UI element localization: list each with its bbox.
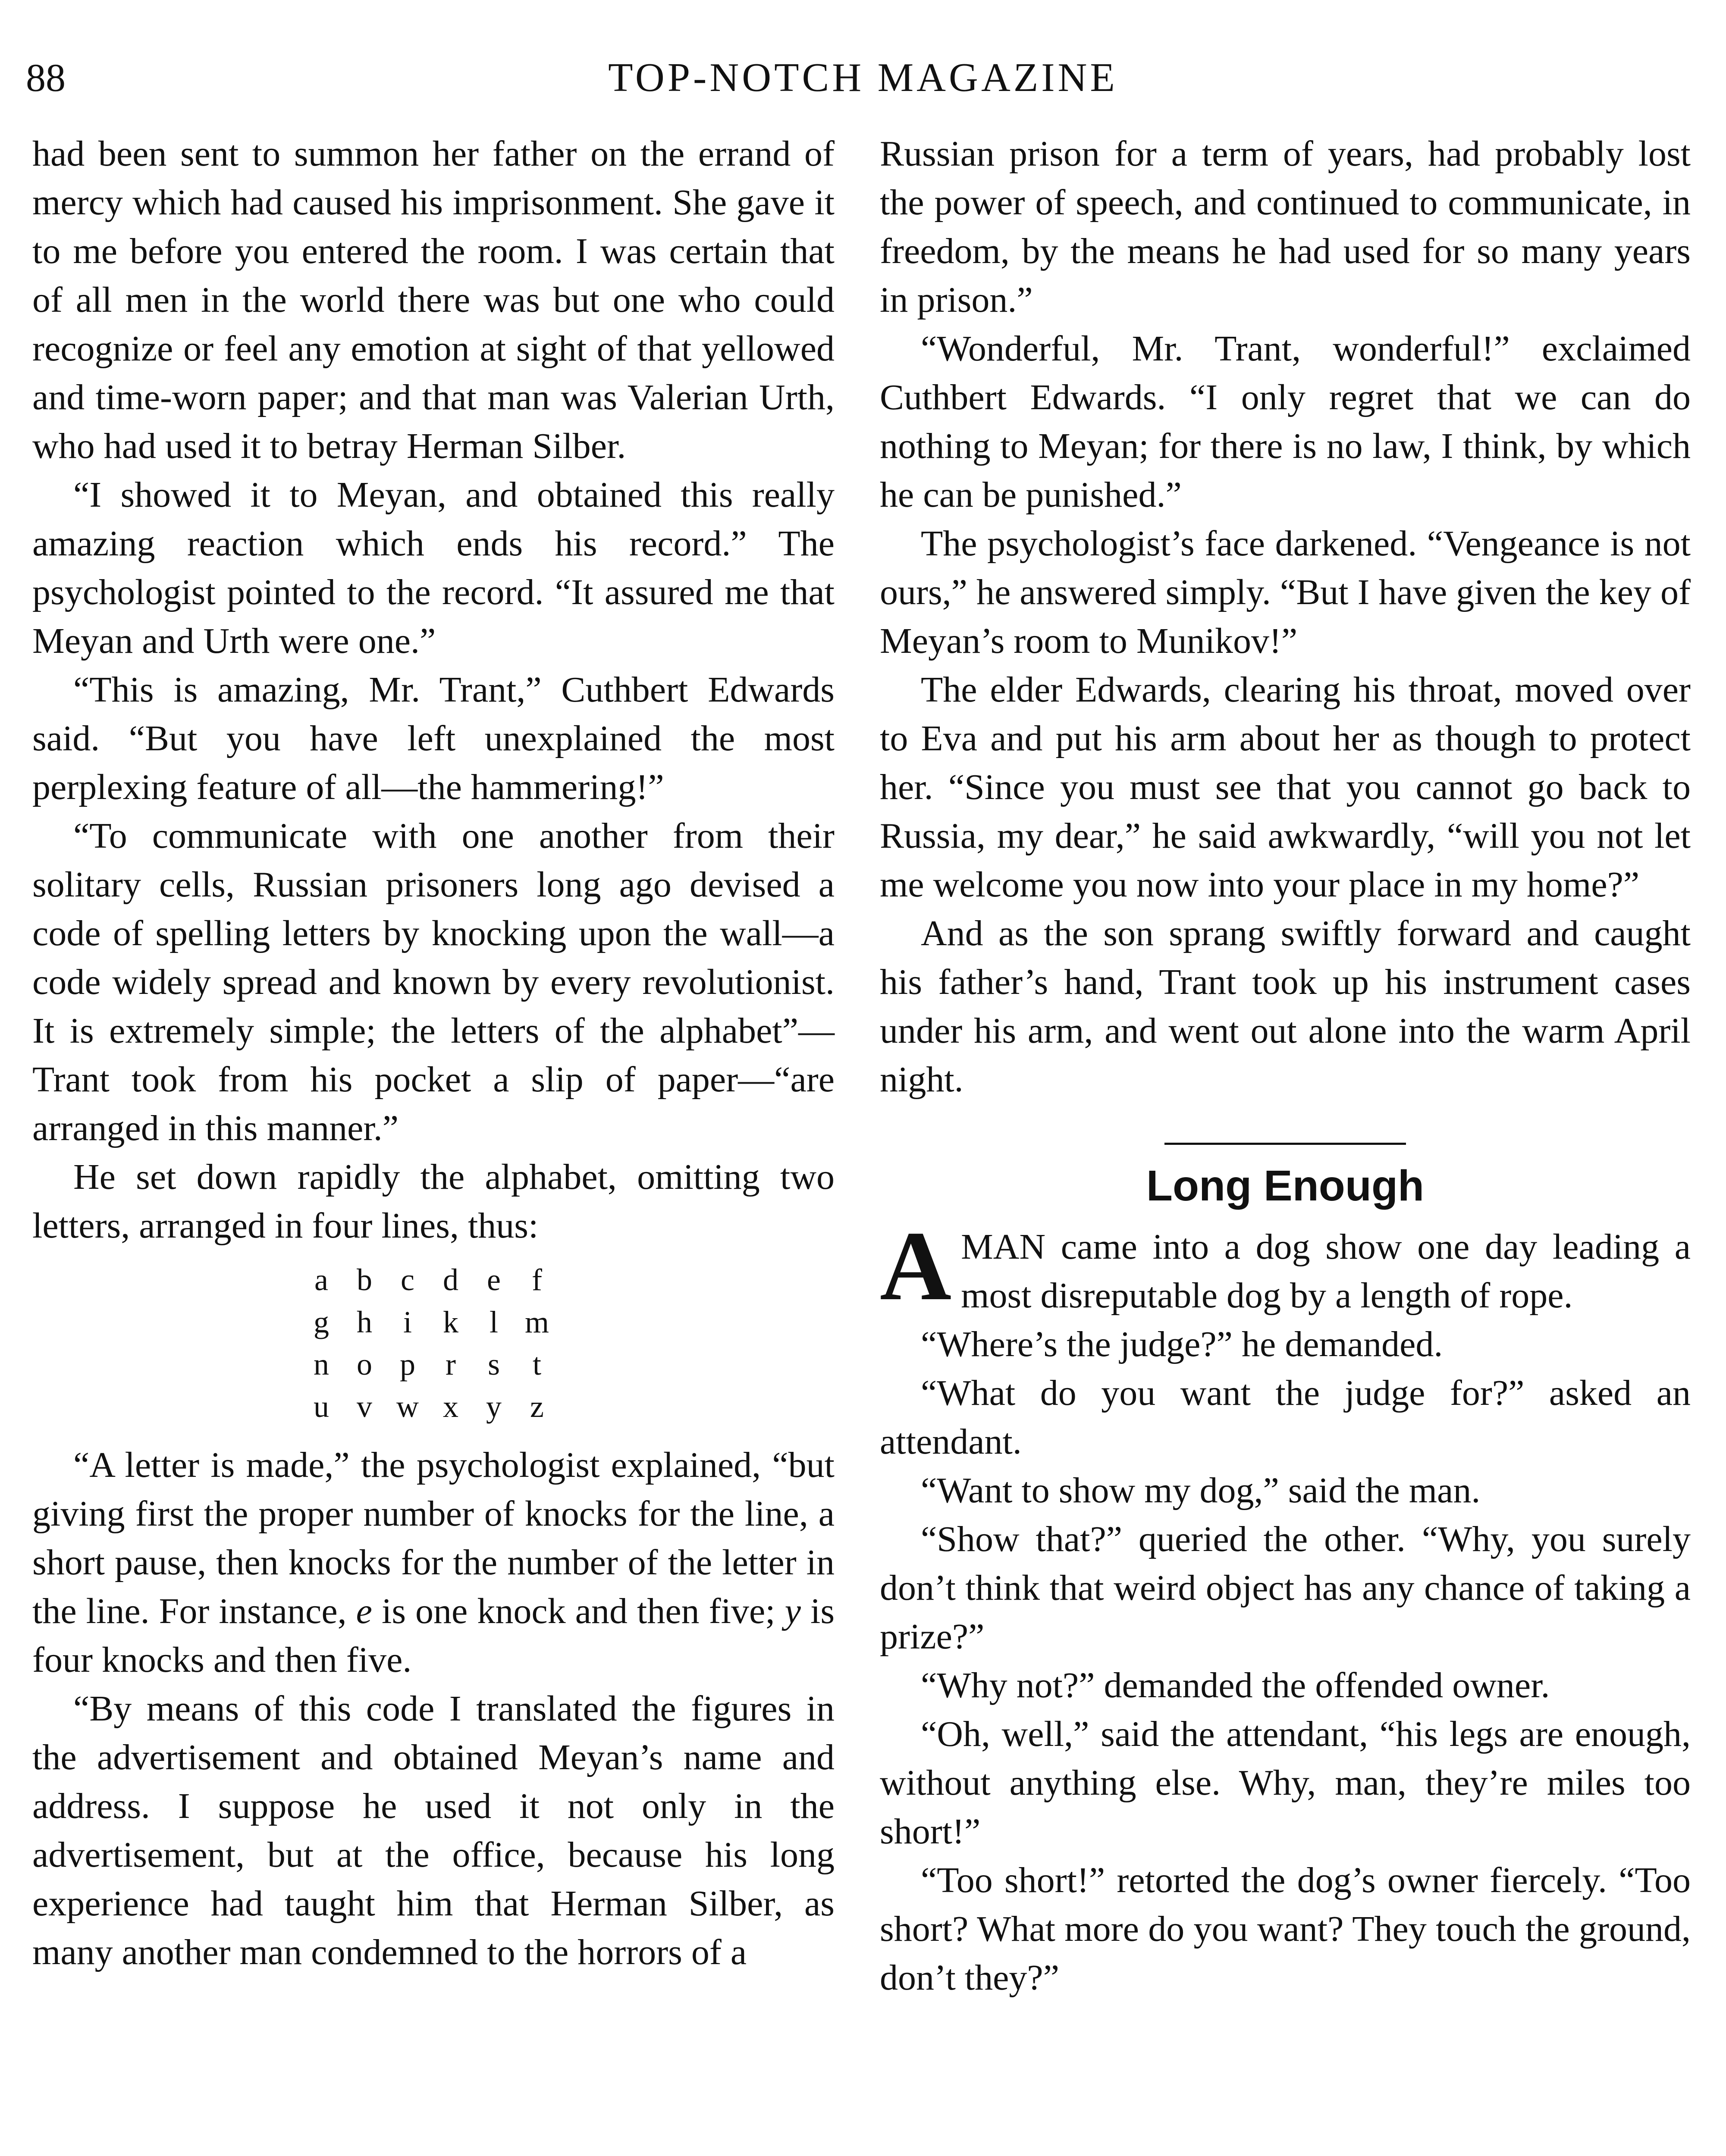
magazine-title: TOP-NOTCH MAGAZINE xyxy=(608,55,1118,100)
paragraph: had been sent to summon her father on the errand of mercy which had caused his imprisonment. She gave it to me before you entered the room. I was certain that of all men in the world there was but one who could recognize or feel any emotion at sight of that yellowed and time-worn paper; and that man was Valerian Urth, who had used it to betray Herman Silber. xyxy=(32,134,835,466)
alphabet-letter: r xyxy=(446,1347,456,1382)
story-title: Long Enough xyxy=(1146,1162,1425,1210)
paragraph: He set down rapidly the alphabet, omitting two letters, arranged in four lines, thus: xyxy=(32,1157,835,1246)
text-run: is one knock and then five; xyxy=(372,1591,785,1631)
alphabet-letter: g xyxy=(314,1305,329,1339)
alphabet-letter: o xyxy=(357,1347,372,1382)
alphabet-row xyxy=(300,1385,835,1428)
paragraph: “This is amazing, Mr. Trant,” Cuthbert Edwards said. “But you have left unexplained the most perplexing feature of all—the hammering!” xyxy=(32,670,835,807)
paragraph xyxy=(880,1211,1691,1321)
page-header xyxy=(26,47,1700,108)
paragraph: And as the son sprang swiftly forward and caught his father’s hand, Trant took up his instrument cases under his arm, and went out alone into the warm April night. xyxy=(880,913,1691,1100)
paragraph: The elder Edwards, clearing his throat, moved over to Eva and put his arm about her as though to protect her. “Since you must see that you cannot go back to Russia, my dear,” he said awkwardly, “will you not let me welcome you now into your place in my home?” xyxy=(880,670,1691,905)
alphabet-row xyxy=(300,1259,835,1301)
paragraph: Russian prison for a term of years, had probably lost the power of speech, and continued to communicate, in freedom, by the means he had used for so many years in prison.” xyxy=(880,134,1691,320)
page-number: 88 xyxy=(26,56,66,100)
alphabet-letter: s xyxy=(487,1347,500,1382)
paragraph: “Too short!” retorted the dog’s owner fiercely. “Too short? What more do you want? They touch the ground, don’t they?” xyxy=(880,1860,1691,1998)
paragraph xyxy=(32,1441,835,1684)
alphabet-letter: x xyxy=(443,1389,458,1424)
alphabet-letter: p xyxy=(400,1347,415,1382)
alphabet-letter: f xyxy=(532,1263,542,1297)
right-column xyxy=(880,129,1691,2002)
paragraph: “Where’s the judge?” he demanded. xyxy=(921,1324,1443,1364)
paragraph: “Wonderful, Mr. Trant, wonderful!” exclaimed Cuthbert Edwards. “I only regret that we can do nothing to Meyan; for there is no law, I think, by which he can be punished.” xyxy=(880,329,1691,515)
alphabet-letter: z xyxy=(530,1389,544,1424)
alphabet-letter: d xyxy=(443,1263,458,1297)
alphabet-letter: k xyxy=(443,1305,458,1339)
paragraph: “To communicate with one another from their solitary cells, Russian prisoners long ago devised a code of spelling letters by knocking upon the wall—a code widely spread and known by every revolutionist. It is extremely simple; the letters of the alphabet”—Trant took from his pocket a slip of paper—“are arranged in this manner.” xyxy=(32,816,835,1148)
paragraph: “What do you want the judge for?” asked an attendant. xyxy=(880,1373,1691,1462)
text-run: MAN came into a dog show one day leading a most disreputable dog by a length of rope. xyxy=(961,1227,1691,1316)
alphabet-letter: e xyxy=(487,1263,501,1297)
drop-cap: A xyxy=(880,1211,952,1321)
paragraph: “By means of this code I translated the figures in the advertisement and obtained Meyan’s name and address. I suppose he used it not only in the advertisement, but at the office, because his long experience had taught him that Herman Silber, as many another man condemned to the horrors of a xyxy=(32,1689,835,1972)
alphabet-letter: l xyxy=(489,1305,498,1339)
paragraph: “Why not?” demanded the offended owner. xyxy=(921,1665,1550,1705)
alphabet-letter: i xyxy=(403,1305,412,1339)
alphabet-letter: t xyxy=(532,1347,541,1382)
alphabet-letter: m xyxy=(524,1305,549,1339)
alphabet-letter: c xyxy=(401,1263,414,1297)
text-run: “A letter is made,” the psychologist explained, “but giving first the proper number of knocks for the line, a short pause, then knocks for the number of the letter in the line. For instance, xyxy=(32,1445,835,1631)
italic-letter: e xyxy=(356,1591,372,1631)
left-column xyxy=(32,129,835,1977)
alphabet-letter: v xyxy=(357,1389,372,1424)
alphabet-row xyxy=(300,1343,835,1385)
alphabet-letter: h xyxy=(357,1305,372,1339)
alphabet-letter: a xyxy=(314,1263,328,1297)
alphabet-letter: u xyxy=(314,1389,329,1424)
alphabet-code-grid xyxy=(32,1259,835,1428)
paragraph: The psychologist’s face darkened. “Vengeance is not ours,” he answered simply. “But I have given the key of Meyan’s room to Munikov!” xyxy=(880,523,1691,661)
alphabet-letter: b xyxy=(357,1263,372,1297)
paragraph: “I showed it to Meyan, and obtained this really amazing reaction which ends his record.” The psychologist pointed to the record. “It assured me that Meyan and Urth were one.” xyxy=(32,475,835,661)
paragraph: “Show that?” queried the other. “Why, you surely don’t think that weird object has any chance of taking a prize?” xyxy=(880,1519,1691,1657)
italic-letter: y xyxy=(785,1591,801,1631)
text-run: is four knocks and then five. xyxy=(32,1591,835,1680)
alphabet-letter: n xyxy=(314,1347,329,1382)
paragraph: “Want to show my dog,” said the man. xyxy=(921,1470,1481,1510)
alphabet-letter: y xyxy=(486,1389,502,1424)
section-divider xyxy=(1164,1143,1406,1145)
alphabet-letter: w xyxy=(396,1389,419,1424)
alphabet-row xyxy=(300,1301,835,1343)
paragraph: “Oh, well,” said the attendant, “his legs are enough, without anything else. Why, man, they’re miles too short!” xyxy=(880,1714,1691,1852)
